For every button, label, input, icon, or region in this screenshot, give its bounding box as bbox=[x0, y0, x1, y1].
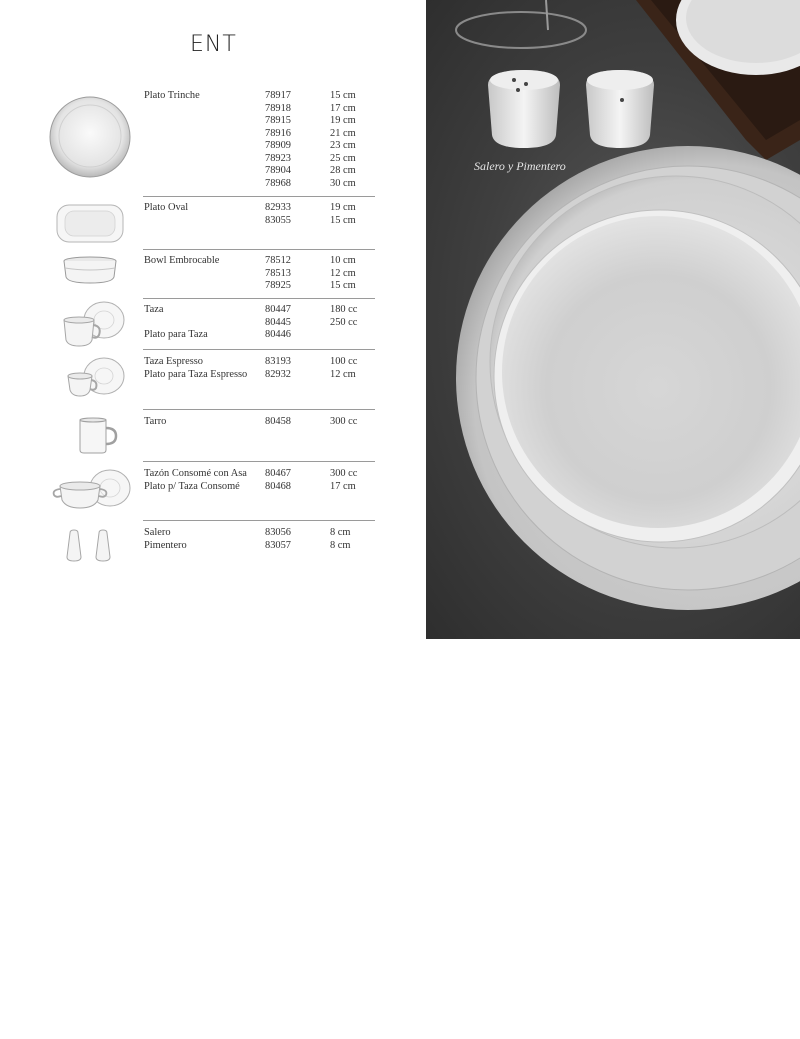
product-row bbox=[144, 369, 376, 382]
product-code: 78909 bbox=[265, 140, 291, 151]
product-name: Bowl Embrocable bbox=[144, 255, 220, 266]
product-name: Pimentero bbox=[144, 539, 187, 551]
product-code: 83057 bbox=[265, 539, 291, 551]
product-code: 78968 bbox=[265, 177, 291, 189]
product-code: 82932 bbox=[265, 368, 291, 380]
product-row bbox=[144, 128, 376, 141]
product-code: 78916 bbox=[265, 127, 291, 139]
product-code: 80446 bbox=[265, 329, 291, 340]
product-size: 23 cm bbox=[330, 140, 356, 151]
product-row bbox=[144, 178, 376, 191]
product-size: 8 cm bbox=[330, 527, 351, 538]
soup-cup-icon bbox=[48, 468, 132, 514]
product-code: 82933 bbox=[265, 202, 291, 213]
oval-plate-icon bbox=[48, 202, 132, 246]
product-row bbox=[144, 140, 376, 153]
product-row bbox=[144, 255, 376, 268]
product-code: 80447 bbox=[265, 304, 291, 315]
divider bbox=[143, 298, 375, 299]
product-size: 17 cm bbox=[330, 480, 356, 492]
product-name bbox=[144, 115, 265, 128]
product-row bbox=[144, 329, 376, 342]
product-name: Plato para Taza bbox=[144, 329, 208, 340]
product-size: 8 cm bbox=[330, 539, 351, 551]
product-code: 80467 bbox=[265, 468, 291, 479]
product-size: 300 cc bbox=[330, 468, 358, 479]
product-photo bbox=[426, 0, 800, 639]
product-row bbox=[144, 103, 376, 116]
product-row bbox=[144, 527, 376, 540]
product-code: 78925 bbox=[265, 280, 291, 291]
product-size: 17 cm bbox=[330, 102, 356, 114]
product-name bbox=[144, 178, 265, 191]
product-name bbox=[144, 140, 265, 153]
product-code: 78512 bbox=[265, 255, 291, 266]
product-size: 300 cc bbox=[330, 416, 358, 427]
product-name: Salero bbox=[144, 527, 171, 538]
product-size: 25 cm bbox=[330, 152, 356, 164]
product-row bbox=[144, 540, 376, 553]
page-title: ENT bbox=[190, 32, 237, 57]
product-name bbox=[144, 215, 265, 228]
photo-caption: Salero y Pimentero bbox=[474, 159, 566, 173]
espresso-cup-icon bbox=[48, 354, 132, 404]
product-size: 15 cm bbox=[330, 280, 356, 291]
product-name: Plato Trinche bbox=[144, 90, 200, 101]
product-row bbox=[144, 268, 376, 281]
product-row bbox=[144, 153, 376, 166]
product-name: Plato Oval bbox=[144, 202, 189, 213]
divider bbox=[143, 520, 375, 521]
product-size: 19 cm bbox=[330, 202, 356, 213]
product-code: 78917 bbox=[265, 90, 291, 101]
divider bbox=[143, 196, 375, 197]
product-row bbox=[144, 90, 376, 103]
product-name bbox=[144, 153, 265, 166]
bowl-icon bbox=[48, 255, 132, 285]
cup-saucer-icon bbox=[48, 298, 132, 354]
product-name bbox=[144, 280, 265, 293]
product-row bbox=[144, 115, 376, 128]
product-size: 15 cm bbox=[330, 214, 356, 226]
product-code: 78915 bbox=[265, 115, 291, 126]
product-size: 21 cm bbox=[330, 127, 356, 139]
product-size: 19 cm bbox=[330, 115, 356, 126]
product-name: Plato para Taza Espresso bbox=[144, 368, 248, 380]
plate-icon bbox=[48, 92, 132, 182]
salt-pepper-icon bbox=[48, 527, 132, 565]
product-code: 83193 bbox=[265, 356, 291, 367]
product-code: 78923 bbox=[265, 152, 291, 164]
product-row bbox=[144, 317, 376, 330]
tableware-photo-illustration bbox=[426, 0, 800, 639]
product-code: 80445 bbox=[265, 316, 291, 328]
product-code: 83056 bbox=[265, 527, 291, 538]
product-row bbox=[144, 215, 376, 228]
product-size: 10 cm bbox=[330, 255, 356, 266]
product-row bbox=[144, 280, 376, 293]
product-size: 12 cm bbox=[330, 267, 356, 279]
divider bbox=[143, 461, 375, 462]
product-name: Taza bbox=[144, 304, 164, 315]
product-name bbox=[144, 165, 265, 178]
product-row bbox=[144, 304, 376, 317]
product-code: 78918 bbox=[265, 102, 291, 114]
product-size: 15 cm bbox=[330, 90, 356, 101]
product-size: 12 cm bbox=[330, 368, 356, 380]
mug-icon bbox=[48, 416, 132, 456]
product-code: 78904 bbox=[265, 165, 291, 176]
divider bbox=[143, 249, 375, 250]
product-name: Taza Espresso bbox=[144, 356, 203, 367]
product-name bbox=[144, 268, 265, 281]
product-name: Plato p/ Taza Consomé bbox=[144, 480, 240, 492]
product-size: 30 cm bbox=[330, 177, 356, 189]
product-name bbox=[144, 317, 265, 330]
product-row bbox=[144, 202, 376, 215]
product-code: 80468 bbox=[265, 480, 291, 492]
product-size: 180 cc bbox=[330, 304, 358, 315]
product-row bbox=[144, 481, 376, 494]
product-size bbox=[330, 329, 376, 342]
product-size: 100 cc bbox=[330, 356, 358, 367]
product-name bbox=[144, 103, 265, 116]
product-row bbox=[144, 165, 376, 178]
product-row bbox=[144, 468, 376, 481]
product-size: 28 cm bbox=[330, 165, 356, 176]
product-row bbox=[144, 356, 376, 369]
divider bbox=[143, 409, 375, 410]
product-name: Tazón Consomé con Asa bbox=[144, 468, 247, 479]
product-code: 80458 bbox=[265, 416, 291, 427]
divider bbox=[143, 349, 375, 350]
product-name bbox=[144, 128, 265, 141]
product-code: 83055 bbox=[265, 214, 291, 226]
product-name: Tarro bbox=[144, 416, 167, 427]
product-row bbox=[144, 416, 376, 429]
product-code: 78513 bbox=[265, 267, 291, 279]
product-size: 250 cc bbox=[330, 316, 358, 328]
